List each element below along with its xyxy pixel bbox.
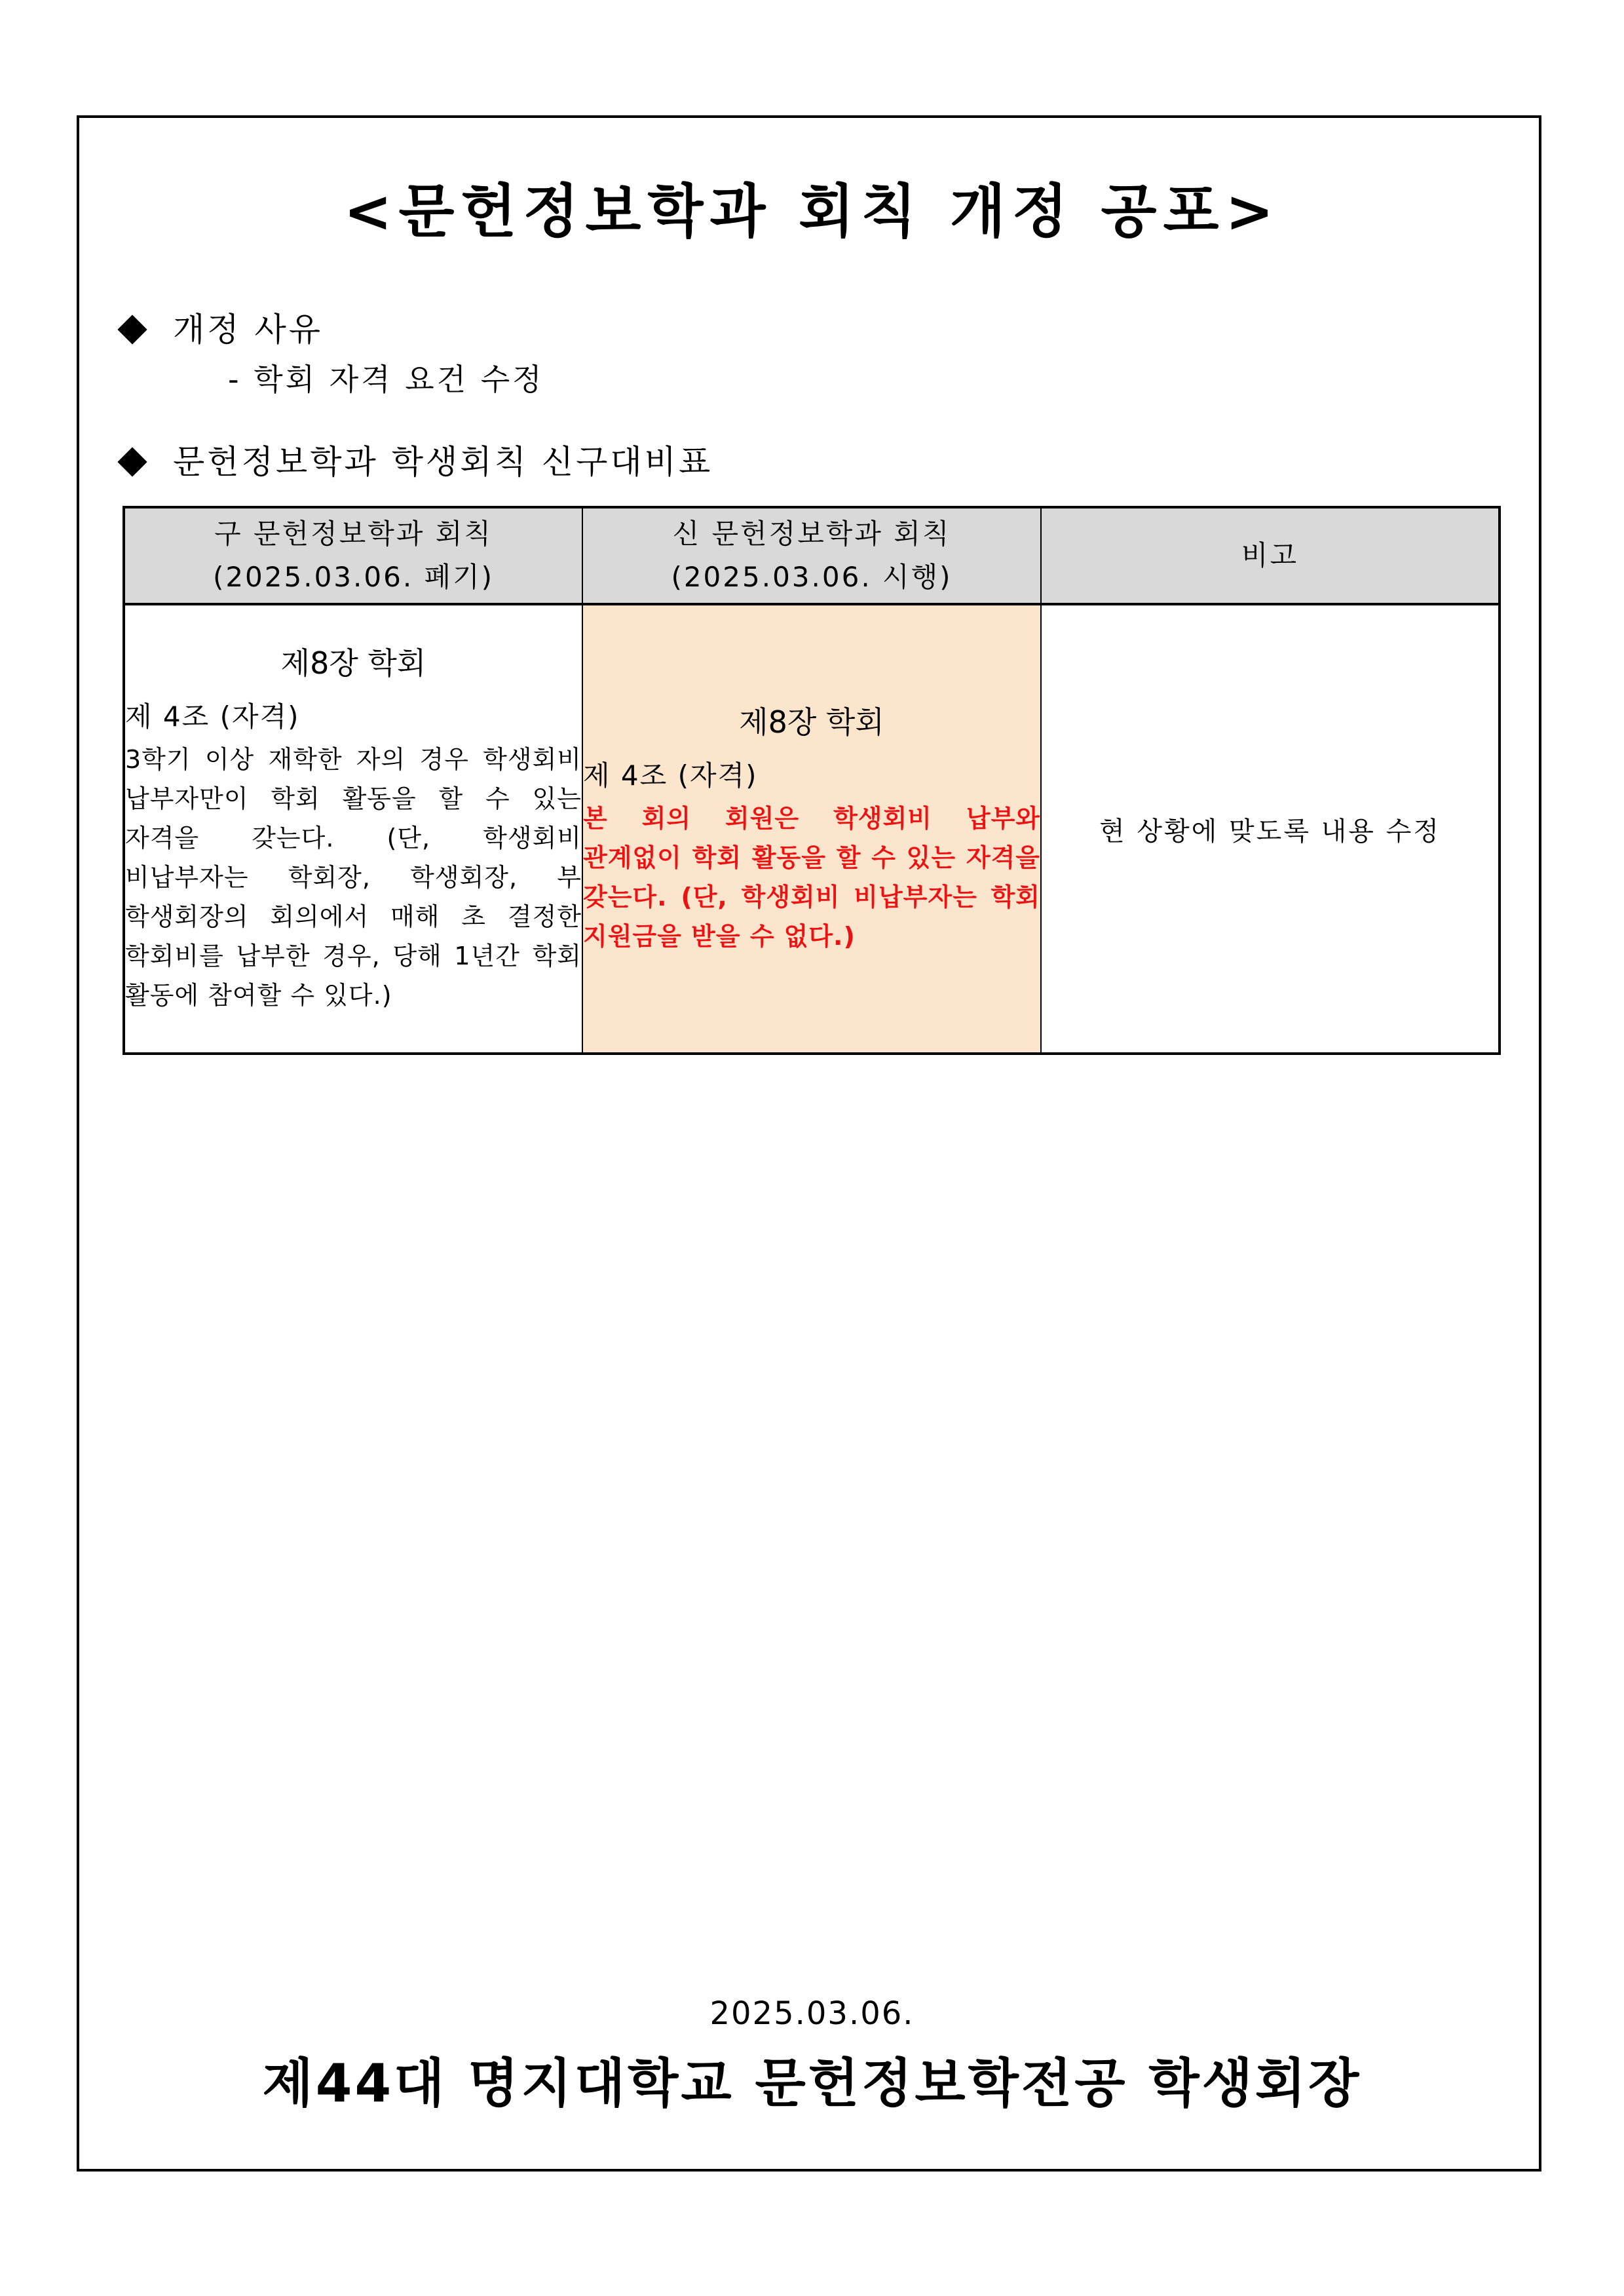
document-title: <문헌정보학과 회칙 개정 공포> [343,178,1281,245]
comparison-table [123,506,1501,1055]
document-border [77,115,1541,2172]
new-rule-cell [582,604,1041,1054]
old-rule-header-date: (2025.03.06. 폐기) [212,561,495,593]
signature-line: 제44대 명지대학교 문헌정보학전공 학생회장 [262,2053,1362,2114]
diamond-bullet-icon [117,315,147,344]
new-rule-header [582,507,1041,604]
diamond-bullet-icon [117,447,147,476]
comparison-heading [118,440,713,484]
reason-item: - 학회 자격 요건 수정 [228,362,544,397]
old-article-title: 제 4조 (자격) [125,700,300,733]
new-article-title: 제 4조 (자격) [583,759,758,792]
announcement-date: 2025.03.06. [709,1995,915,2032]
reason-heading [118,308,323,351]
comparison-heading-text: 문헌정보학과 학생회칙 신구대비표 [173,443,713,481]
table-row [124,604,1500,1054]
new-article-body: 본 회의 회원은 학생회비 납부와 관계없이 학회 활동을 할 수 있는 자격을 갖는다. (단, 학생회비 비납부자는 학회 지원금을 받을 수 없다.) [583,804,1040,951]
table-header-row [124,507,1500,604]
old-rule-cell [124,604,582,1054]
reason-heading-text: 개정 사유 [173,311,324,349]
new-chapter-title: 제8장 학회 [739,704,884,740]
old-article-body: 3학기 이상 재학한 자의 경우 학생회비 납부자만이 학회 활동을 할 수 있는 자격을 갖는다. (단, 학생회비 비납부자는 학회장, 학생회장, 부 학생회장의 회의에서 매해 초 결정한 학회비를 납부한 경우, 당해 1년간 학회 활동에 참여할 수 있다.) [125,745,582,1010]
new-rule-header-date: (2025.03.06. 시행) [671,561,953,593]
note-cell: 현 상황에 맞도록 내용 수정 [1041,604,1500,1054]
old-rule-header-title: 구 문헌정보학과 회칙 [214,518,493,550]
old-chapter-title: 제8장 학회 [280,645,426,681]
new-rule-header-title: 신 문헌정보학과 회칙 [672,518,951,550]
old-rule-header [124,507,582,604]
note-header: 비고 [1041,507,1500,604]
